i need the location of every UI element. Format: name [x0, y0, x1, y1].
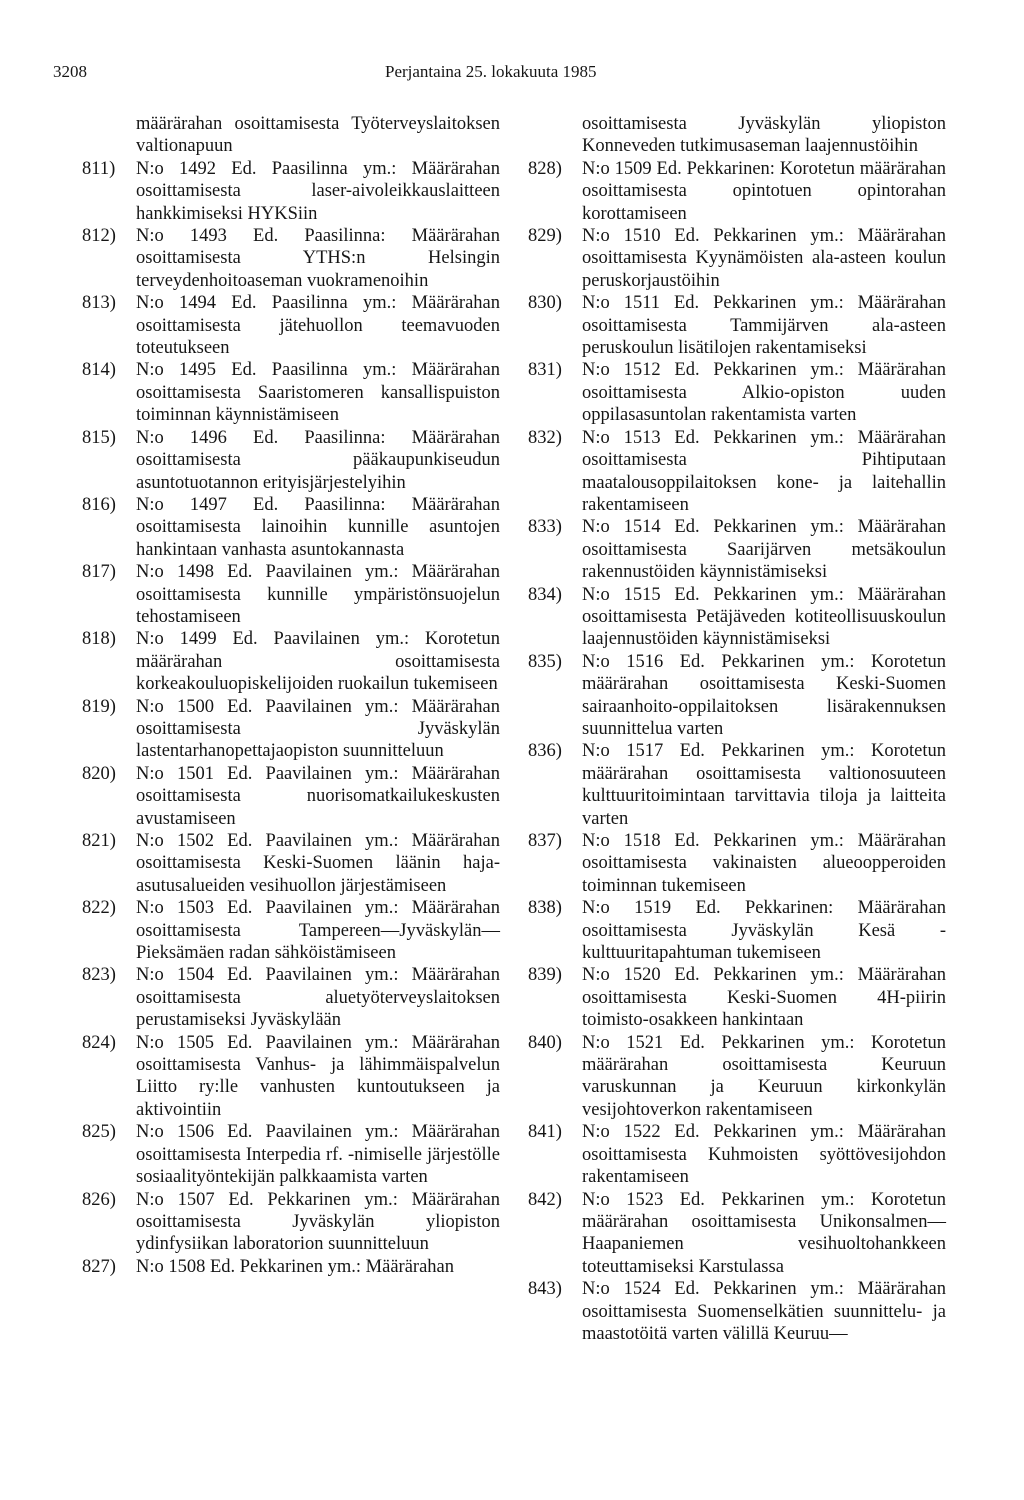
list-item: [82, 964, 500, 1031]
list-item: [528, 1189, 946, 1279]
right-column: [528, 113, 946, 1345]
entry-text: N:o 1493 Ed. Paasilinna: Määrärahan osoittamisesta YTHS:n Helsingin terveydenhoitoaseman vuokramenoihin: [136, 226, 500, 291]
entry-text: N:o 1505 Ed. Paavilainen ym.: Määrärahan osoittamisesta Vanhus- ja lähimmäispalvelun Liitto ry:lle vanhusten kuntoutukseen ja aktivointiin: [136, 1032, 500, 1120]
entry-text: N:o 1509 Ed. Pekkarinen: Korotetun määrärahan osoittamisesta opintotuen opintorahan korottamiseen: [582, 158, 946, 224]
list-item: [528, 897, 946, 964]
entry-number: 843): [528, 1279, 562, 1300]
list-item: [82, 292, 500, 359]
list-item: [528, 292, 946, 359]
left-column: [82, 113, 500, 1278]
entry-number: 836): [528, 741, 562, 762]
list-item: [82, 696, 500, 763]
list-item: [528, 740, 946, 830]
entry-number: 811): [82, 158, 116, 179]
list-item: [82, 763, 500, 830]
page-number: 3208: [53, 62, 87, 81]
entry-number: 825): [82, 1122, 116, 1143]
continued-text: määrärahan osoittamisesta Työterveyslaitoksen valtionapuun: [136, 114, 500, 157]
entry-text: N:o 1498 Ed. Paavilainen ym.: Määrärahan osoittamisesta kunnille ympäristönsuojelun tehostamiseen: [136, 562, 500, 627]
entry-text: N:o 1513 Ed. Pekkarinen ym.: Määrärahan osoittamisesta Pihtiputaan maatalousoppilaitoksen kone- ja laitehallin rakentamiseen: [582, 427, 946, 515]
entry-number: 837): [528, 831, 562, 851]
list-item: [82, 897, 500, 964]
entry-number: 812): [82, 226, 116, 247]
entry-text: N:o 1496 Ed. Paasilinna: Määrärahan osoittamisesta pääkaupunkiseudun asuntotuotannon erityisjärjestelyihin: [136, 427, 500, 493]
entry-text: N:o 1500 Ed. Paavilainen ym.: Määrärahan osoittamisesta Jyväskylän lastentarhanopettajaopiston suunnitteluun: [136, 696, 500, 762]
entry-text: N:o 1514 Ed. Pekkarinen ym.: Määrärahan osoittamisesta Saarijärven metsäkoulun rakennustöiden käynnistämiseksi: [582, 517, 946, 583]
entry-text: N:o 1503 Ed. Paavilainen ym.: Määrärahan osoittamisesta Tampereen—Jyväskylän—Pieksämäen radan sähköistämiseen: [136, 898, 500, 964]
list-item: [82, 359, 500, 426]
entry-number: 819): [82, 696, 116, 717]
entry-number: 838): [528, 898, 562, 919]
entry-text: N:o 1494 Ed. Paasilinna ym.: Määrärahan osoittamisesta jätehuollon teemavuoden toteutukseen: [136, 293, 500, 359]
list-item: [82, 628, 500, 695]
list-item: [82, 1121, 500, 1188]
entry-text: N:o 1511 Ed. Pekkarinen ym.: Määrärahan osoittamisesta Tammijärven ala-asteen peruskoulun lisätilojen rakentamiseksi: [582, 293, 946, 359]
entry-number: 818): [82, 629, 116, 650]
entry-number: 827): [82, 1256, 116, 1277]
list-item: [528, 516, 946, 583]
entry-text: N:o 1504 Ed. Paavilainen ym.: Määrärahan osoittamisesta aluetyöterveyslaitoksen perustamiseksi Jyväskylään: [136, 965, 500, 1031]
continued-entry: [528, 113, 946, 158]
entry-text: N:o 1516 Ed. Pekkarinen ym.: Korotetun määrärahan osoittamisesta Keski-Suomen sairaanhoito-oppilaitoksen lisärakennuksen suunnittelua varten: [582, 651, 946, 739]
list-item: [528, 964, 946, 1031]
entry-number: 841): [528, 1122, 562, 1143]
entry-text: N:o 1508 Ed. Pekkarinen ym.: Määrärahan: [136, 1256, 455, 1277]
entry-text: N:o 1507 Ed. Pekkarinen ym.: Määrärahan osoittamisesta Jyväskylän yliopiston ydinfysiikan laboratorion suunnitteluun: [136, 1189, 500, 1255]
entry-number: 816): [82, 494, 116, 515]
list-item: [528, 427, 946, 517]
list-item: [528, 1032, 946, 1122]
entry-text: N:o 1510 Ed. Pekkarinen ym.: Määrärahan osoittamisesta Kyynämöisten ala-asteen koulun peruskorjaustöihin: [582, 226, 946, 291]
entry-number: 814): [82, 360, 116, 381]
continued-text: osoittamisesta Jyväskylän yliopiston Konneveden tutkimusaseman laajennustöihin: [582, 114, 946, 157]
entry-text: N:o 1524 Ed. Pekkarinen ym.: Määrärahan osoittamisesta Suomenselkätien suunnittelu- ja maastotöitä varten välillä Keuruu—: [582, 1279, 946, 1344]
continued-entry: [82, 113, 500, 158]
entry-text: N:o 1506 Ed. Paavilainen ym.: Määrärahan osoittamisesta Interpedia rf. -nimiselle järjestölle sosiaalityöntekijän palkkaamista varten: [136, 1122, 500, 1188]
list-item: [82, 561, 500, 628]
entry-number: 815): [82, 427, 116, 448]
list-item: [82, 1256, 500, 1278]
entry-number: 813): [82, 293, 116, 314]
left-entry-list: [82, 158, 500, 1278]
entry-number: 822): [82, 898, 116, 919]
entry-text: N:o 1518 Ed. Pekkarinen ym.: Määrärahan osoittamisesta vakinaisten alueoopperoiden toiminnan tukemiseen: [582, 831, 946, 896]
list-item: [82, 1189, 500, 1256]
list-item: [528, 1121, 946, 1188]
entry-text: N:o 1495 Ed. Paasilinna ym.: Määrärahan osoittamisesta Saaristomeren kansallispuiston toiminnan käynnistämiseen: [136, 360, 500, 426]
entry-text: N:o 1515 Ed. Pekkarinen ym.: Määrärahan osoittamisesta Petäjäveden kotiteollisuuskoulun laajennustöiden käynnistämiseksi: [582, 584, 946, 650]
entry-number: 829): [528, 226, 562, 247]
entry-text: N:o 1522 Ed. Pekkarinen ym.: Määrärahan osoittamisesta Kuhmoisten syöttövesijohdon rakentamiseen: [582, 1122, 946, 1188]
entry-number: 828): [528, 158, 562, 179]
entry-text: N:o 1499 Ed. Paavilainen ym.: Korotetun määrärahan osoittamisesta korkeakouluopiskelijoiden ruokailun tukemiseen: [136, 629, 500, 695]
list-item: [82, 427, 500, 494]
entry-text: N:o 1492 Ed. Paasilinna ym.: Määrärahan osoittamisesta laser-aivoleikkauslaitteen hankkimiseksi HYKSiin: [136, 158, 500, 224]
entry-text: N:o 1501 Ed. Paavilainen ym.: Määrärahan osoittamisesta nuorisomatkailukeskusten avustamiseen: [136, 763, 500, 829]
list-item: [82, 158, 500, 225]
list-item: [528, 359, 946, 426]
list-item: [528, 651, 946, 741]
entry-number: 824): [82, 1032, 116, 1053]
entry-text: N:o 1523 Ed. Pekkarinen ym.: Korotetun määrärahan osoittamisesta Unikonsalmen—Haapaniemen vesihuoltohankkeen toteuttamiseksi Karstulassa: [582, 1189, 946, 1277]
entry-text: N:o 1517 Ed. Pekkarinen ym.: Korotetun määrärahan osoittamisesta valtionosuuteen kulttuuritoimintaan tarvittavia tiloja ja laitteita varten: [582, 741, 946, 829]
entry-number: 823): [82, 965, 116, 986]
entry-number: 831): [528, 360, 562, 381]
right-entry-list: [528, 158, 946, 1346]
list-item: [82, 1032, 500, 1122]
list-item: [528, 225, 946, 292]
list-item: [528, 158, 946, 225]
list-item: [82, 225, 500, 292]
entry-number: 833): [528, 517, 562, 538]
entry-text: N:o 1520 Ed. Pekkarinen ym.: Määrärahan osoittamisesta Keski-Suomen 4H-piirin toimisto-osakkeen hankintaan: [582, 965, 946, 1031]
entry-number: 830): [528, 293, 562, 314]
list-item: [528, 830, 946, 897]
entry-number: 842): [528, 1189, 562, 1210]
entry-number: 821): [82, 831, 116, 851]
entry-number: 817): [82, 562, 116, 583]
list-item: [82, 494, 500, 561]
entry-number: 835): [528, 651, 562, 672]
running-title: Perjantaina 25. lokakuuta 1985: [385, 62, 597, 81]
entry-text: N:o 1512 Ed. Pekkarinen ym.: Määrärahan osoittamisesta Alkio-opiston uuden oppilasasuntolan rakentamista varten: [582, 360, 946, 426]
entry-text: N:o 1497 Ed. Paasilinna: Määrärahan osoittamisesta lainoihin kunnille asuntojen hankintaan vanhasta asuntokannasta: [136, 494, 500, 560]
entry-number: 832): [528, 427, 562, 448]
entry-text: N:o 1519 Ed. Pekkarinen: Määrärahan osoittamisesta Jyväskylän Kesä -kulttuuritapahtuman tukemiseen: [582, 898, 946, 964]
list-item: [528, 584, 946, 651]
entry-text: N:o 1521 Ed. Pekkarinen ym.: Korotetun määrärahan osoittamisesta Keuruun varuskunnan ja Keuruun kirkonkylän vesijohtoverkon rakentamiseen: [582, 1032, 946, 1120]
entry-number: 839): [528, 965, 562, 986]
entry-number: 820): [82, 763, 116, 784]
entry-number: 826): [82, 1189, 116, 1210]
entry-number: 840): [528, 1032, 562, 1053]
entry-text: N:o 1502 Ed. Paavilainen ym.: Määrärahan osoittamisesta Keski-Suomen läänin haja-asutusalueiden vesihuollon järjestämiseen: [136, 831, 500, 896]
entry-number: 834): [528, 584, 562, 605]
list-item: [528, 1278, 946, 1345]
list-item: [82, 830, 500, 897]
